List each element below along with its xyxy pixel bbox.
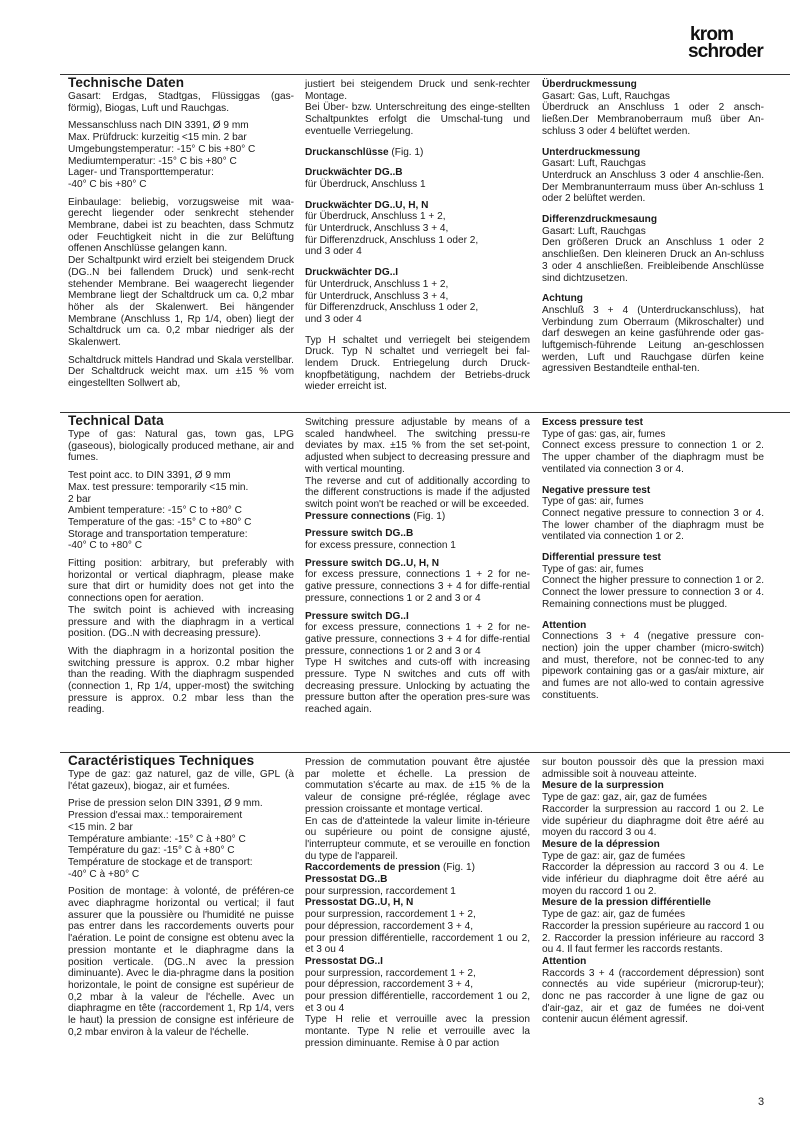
de-attention-text: Anschluß 3 + 4 (Unterdruckanschluss), hat Verbindung zum Oberraum (Mikroschalter) und darf deswegen an keine gasführende oder gas-luftgemisch-führende Leitung an-geschlossen werden, Luft und Rauchgase dürfen keine agressiven Bestandteile enthal-ten.: [542, 304, 764, 375]
brand-logo: [688, 26, 784, 60]
en-reverse-cutoff: The reverse and cut of additionally according to the different constructions is made if the adjusted switch point won't be reached or will be exceeded.: [305, 475, 530, 510]
de-dguhn-line-3: für Differenzdruck, Anschluss 1 oder 2,: [305, 234, 479, 246]
de-dguhn-line-2: für Unterdruck, Anschluss 3 + 4,: [305, 223, 449, 235]
de-pressure-connections-heading: Druckanschlüsse: [305, 146, 389, 158]
section-french: [60, 752, 790, 1083]
en-fitting-position: Fitting position: arbitrary, but preferably with horizontal or vertical diaphragm, please make sure that dirt or humidity does not get into the connections open for aeration.: [68, 558, 294, 605]
en-gas-type: Type of gas: Natural gas, town gas, LPG (gaseous), biologically produced methane, air and fumes.: [68, 429, 294, 464]
en-differential-heading: Differential pressure test: [542, 552, 661, 564]
fr-fitting-position: Position de montage: à volonté, de préféren-ce avec diaphragme horizontal ou vertical; il faut assurer que la poussière ou l'humidité ne puisse pas entrer dans les raccordements ouverts pour l'aération. Le point de consigne est obtenu avec la pression montante et le diaphragme dans la position verticale. (DG..N avec la pression diminuante). Avec le dia-phragme dans la position horizontale, le point de consigne est supérieur de 0,2 mbar à la valeur de l'échelle. Avec un diaphragme en tête (raccordement 1, Rp 1/4, vers le haut) la pression de consigne est inférieure de 0,2 mbar environ à la valeur de l'échelle.: [68, 886, 294, 1038]
de-fig-ref: (Fig. 1): [391, 146, 424, 158]
de-handwheel: Schaltdruck mittels Handrad und Skala verstellbar. Der Schaltdruck weicht max. um ±15 % vom eingestellten Sollwert ab,: [68, 354, 294, 390]
page-number: 3: [758, 1096, 765, 1108]
de-dgi-line-2: für Unterdruck, Anschluss 3 + 4,: [305, 290, 449, 302]
fr-max-test-pressure-value: <15 min. 2 bar: [68, 821, 133, 833]
de-test-point: Messanschluss nach DIN 3391, Ø 9 mm: [68, 120, 249, 132]
logo-line-2: schroder: [688, 41, 763, 62]
fr-column-3: [542, 757, 764, 1026]
de-column-2: [305, 79, 530, 393]
fr-differential-text: Raccorder la pression supérieure au raccord 1 ou 2. Raccorder la pression inférieure au raccord 3 ou 4. Il faut fermer les raccords restants.: [542, 920, 764, 956]
en-dgb-heading: Pressure switch DG..B: [305, 528, 414, 540]
fr-column-1: [68, 753, 294, 1038]
en-gas-temp: Temperature of the gas: -15° C to +80° C: [68, 516, 252, 528]
de-excess-gas: Gasart: Gas, Luft, Rauchgas: [542, 90, 670, 102]
en-excess-gas: Type of gas: gas, air, fumes: [542, 428, 666, 440]
de-dguhn-heading: Druckwächter DG..U, H, N: [305, 199, 429, 211]
en-fig-ref: (Fig. 1): [413, 510, 446, 522]
de-type-h-n: Typ H schaltet und verriegelt bei steigendem Druck. Typ N schaltet und verriegelt bei fal-lendem Druck. Entriegelung durch Druck-knopfbetätigung, nachdem der Betriebs-druck wieder erreicht ist.: [305, 334, 530, 393]
en-storage-temp-label: Storage and transportation temperature:: [68, 528, 248, 540]
en-title: Technical Data: [68, 413, 164, 428]
fr-dgb-text: pour surpression, raccordement 1: [305, 885, 456, 897]
de-mounting: justiert bei steigendem Druck und senk-rechter Montage.: [305, 79, 530, 102]
de-fitting-position: Einbaulage: beliebig, vorzugsweise mit waa-gerecht liegender oder senkrecht stehender Membrane, dabei ist zu beachten, dass Schmutz oder Feuchtigkeit nicht in die zur Belüftung offenen Anschlüsse gelangen kann.: [68, 196, 294, 255]
en-test-point: Test point acc. to DIN 3391, Ø 9 mm: [68, 470, 231, 482]
fr-max-test-pressure: Pression d'essai max.: temporairement: [68, 810, 243, 822]
de-negative-gas: Gasart: Luft, Rauchgas: [542, 158, 646, 170]
de-differential-text: Den größeren Druck an Anschluss 1 oder 2 anschließen. Den kleineren Druck an An-schluss 3 oder 4 anschließen. Freibleibende Anschlüsse sind dichtzusetzen.: [542, 237, 764, 284]
fr-pressure-connections-heading: Raccordements de pression: [305, 862, 441, 874]
en-dguhn-text: for excess pressure, connections 1 + 2 for ne-gative pressure, connections 3 + 4 for diffe-rential pressure, connections 1 or 2 and 3 or 4: [305, 569, 530, 604]
en-storage-temp-value: -40° C to +80° C: [68, 540, 142, 552]
de-dgi-line-3: für Differenzdruck, Anschluss 1 oder 2,: [305, 302, 479, 314]
en-handwheel: Switching pressure adjustable by means of a scaled handwheel. The switching pressu-re deviates by max. ±15 % from the set set-point, adjusted when subject to decreasing pressure and with vertical mounting.: [305, 417, 531, 475]
de-dgb-heading: Druckwächter DG..B: [305, 167, 403, 179]
fr-column-2: [305, 757, 530, 1050]
de-dguhn-line-4: und 3 oder 4: [305, 246, 362, 258]
de-excess-text: Überdruck an Anschluss 1 oder 2 ansch-ließen.Der Membranoberraum muß über An-schluss 3 oder 4 belüftet werden.: [542, 102, 764, 137]
fr-fig-ref: (Fig. 1): [443, 862, 475, 874]
de-attention-heading: Achtung: [542, 293, 583, 305]
fr-excess-heading: Mesure de la surpression: [542, 780, 664, 792]
en-pressure-connections-heading: Pressure connections: [305, 510, 411, 522]
fr-attention-heading: Attention: [542, 955, 587, 967]
de-ambient-temp: Umgebungstemperatur: -15° C bis +80° C: [68, 143, 256, 155]
fr-limit-value: En cas de d'atteintede la valeur limite in-térieure ou supérieure ou point de consigne ajusté, l'interrupteur commute, et se verouille en fonction du type de l'appareil.: [305, 815, 530, 862]
fr-dgi-line-2: pour dépression, raccordement 3 + 4,: [305, 979, 474, 991]
fr-dguhn-line-2: pour dépression, raccordement 3 + 4,: [305, 920, 474, 932]
de-column-3: [542, 79, 764, 375]
fr-gas-type: Type de gaz: gaz naturel, gaz de ville, GPL (à l'état gazeux), biogaz, air et fumées.: [68, 769, 294, 792]
en-horizontal-diaphragm: With the diaphragm in a horizontal position the switching pressure is approx. 0.2 mbar higher than the reading. With the diaphragm suspended (connection 1, Rp 1/4, upper-most) the switching pressure is approx. 0.2 mbar less than the reading.: [68, 645, 294, 716]
fr-differential-heading: Mesure de la pression différentielle: [542, 897, 711, 909]
de-dgi-line-1: für Unterdruck, Anschluss 1 + 2,: [305, 278, 449, 290]
fr-test-point: Prise de pression selon DIN 3391, Ø 9 mm.: [68, 798, 263, 810]
de-excess-heading: Überdruckmessung: [542, 79, 637, 90]
de-storage-temp-label: Lager- und Transporttemperatur:: [68, 167, 214, 179]
fr-dgb-heading: Pressostat DG..B: [305, 874, 388, 886]
de-dgb-text: für Überdruck, Anschluss 1: [305, 178, 426, 190]
fr-attention-text: Raccords 3 + 4 (raccordement dépression) sont connectés au vide supérieur (microrup-teur); donc ne pas raccorder à une ligne de gaz ou d'air-gaz, air et gaz de fumées ne doi-vent contenir aucun élément agressif.: [542, 967, 764, 1026]
fr-dguhn-line-1: pour surpression, raccordement 1 + 2,: [305, 909, 476, 921]
en-negative-text: Connect negative pressure to connection 3 or 4. The lower chamber of the diaphragm must be ventilated via connection 1 or 2.: [542, 507, 764, 543]
en-max-test-pressure: Max. test pressure: temporarily <15 min.: [68, 481, 249, 493]
de-switchover: Bei Über- bzw. Unterschreitung des einge-stellten Schaltpunktes erfolgt die Umschal-tung und eventuelle Verriegelung.: [305, 102, 530, 137]
fr-negative-text: Raccorder la dépression au raccord 3 ou 4. Le vide inférieur du diaphragme doit être aéré au moyen du raccord 1 ou 2.: [542, 862, 764, 897]
de-gas-type: Gasart: Erdgas, Stadtgas, Flüssiggas (gas-förmig), Biogas, Luft und Rauchgas.: [68, 91, 294, 114]
fr-title: Caractéristiques Techniques: [68, 753, 255, 768]
en-attention-heading: Attention: [542, 619, 587, 631]
en-dgb-text: for excess pressure, connection 1: [305, 540, 456, 552]
de-negative-heading: Unterdruckmessung: [542, 146, 641, 158]
de-max-test-pressure: Max. Prüfdruck: kurzeitig <15 min. 2 bar: [68, 132, 247, 144]
de-differential-heading: Differenzdruckmesaung: [542, 214, 657, 226]
en-column-2: [305, 417, 530, 716]
section-german: [60, 74, 790, 405]
fr-excess-text: Raccorder la surpression au raccord 1 ou 2. Le vide supérieur du diaphragme doit être aéré au moyen du raccord 3 ou 4.: [542, 803, 764, 839]
de-column-1: [68, 75, 294, 390]
en-negative-heading: Negative pressure test: [542, 484, 651, 496]
fr-storage-temp-label: Température de stockage et de transport:: [68, 856, 253, 868]
de-dgi-heading: Druckwächter DG..I: [305, 267, 399, 279]
fr-dgi-heading: Pressostat DG..I: [305, 955, 383, 967]
en-differential-gas: Type of gas: air, fumes: [542, 563, 644, 575]
de-dguhn-line-1: für Überdruck, Anschluss 1 + 2,: [305, 211, 446, 223]
en-column-1: [68, 413, 294, 716]
fr-negative-heading: Mesure de la dépression: [542, 838, 660, 850]
en-max-test-pressure-value: 2 bar: [68, 493, 92, 505]
en-dgi-text: for excess pressure, connections 1 + 2 for ne-gative pressure, connections 3 + 4 for diffe-rential pressure, connections 1 or 2 and 3 or 4: [305, 622, 530, 657]
de-medium-temp: Mediumtemperatur: -15° C bis +80° C: [68, 155, 237, 167]
logo-line-1: krom: [690, 24, 734, 45]
en-excess-heading: Excess pressure test: [542, 417, 644, 428]
section-english: [60, 412, 790, 743]
fr-gas-temp: Température du gaz: -15° C à +80° C: [68, 845, 235, 857]
en-dguhn-heading: Pressure switch DG..U, H, N: [305, 557, 440, 569]
fr-storage-temp-value: -40° C à +80° C: [68, 868, 140, 880]
fr-handwheel: Pression de commutation pouvant être ajustée par molette et échelle. La pression de commutation s'écarte au max. de ±15 % de la valeur de consigne pré-réglée, réglage avec pression croissante et montage vertical.: [305, 757, 530, 815]
fr-dguhn-line-3: pour pression différentielle, raccordement 1 ou 2, et 3 ou 4: [305, 932, 530, 956]
de-dgi-line-4: und 3 oder 4: [305, 313, 362, 325]
fr-type-h-n: Type H relie et verrouille avec la pression montante. Type N relie et verrouille avec la pression diminuante. Remise à 0 par action: [305, 1014, 530, 1049]
fr-dgi-line-3: pour pression différentielle, raccordement 1 ou 2, et 3 ou 4: [305, 991, 530, 1014]
fr-dgi-line-1: pour surpression, raccordement 1 + 2,: [305, 967, 476, 979]
en-dgi-heading: Pressure switch DG..I: [305, 610, 409, 622]
en-type-h-n: Type H switches and cuts-off with increasing pressure. Type N switches and cuts off with decreasing pressure. Unlocking by actuating the pressure button after the operation pres-sure was reached again.: [305, 657, 530, 716]
fr-reset-text: sur bouton poussoir dès que la pression maxi admissible soit à nouveau atteinte.: [542, 757, 764, 780]
de-negative-text: Unterdruck an Anschluss 3 oder 4 anschlie-ßen. Der Membranunterraum muss über An-schluss 1 oder 2 belüftet werden.: [542, 169, 764, 205]
en-switch-point: The switch point is achieved with increasing pressure and with the diaphragm in a vertical position. (DG..N with decreasing pressure).: [68, 604, 294, 640]
de-switch-point: Der Schaltpunkt wird erzielt bei steigendem Druck (DG..N bei fallendem Druck) und senk-recht stehender Membrane. Bei waagerecht liegender Membrane liegt der Schaltdruck um ca. 0,2 mbar höher als der Skalenwert. Bei hängender Membrane (Anschluss 1, Rp 1/4, oben) liegt der Schaltdruck um ca. 0,2 mbar niedriger als der Skalenwert.: [68, 255, 294, 349]
en-negative-gas: Type of gas: air, fumes: [542, 496, 644, 508]
en-attention-text: Connections 3 + 4 (negative pressure con-nection) join the upper chamber (micro-switch) and must, therefore, not be connec-ted to any pipework containing gas or a gas/air mixture, air and fumes are not allo-wed to contain agressive constituents.: [542, 631, 764, 701]
fr-excess-gas: Type de gaz: gaz, air, gaz de fumées: [542, 792, 707, 804]
fr-ambient-temp: Température ambiante: -15° C à +80° C: [68, 833, 246, 845]
de-title: Technische Daten: [68, 75, 185, 90]
en-differential-text: Connect the higher pressure to connection 1 or 2. Connect the lower pressure to connection 3 or 4. Remaining connections must be plugged.: [542, 575, 764, 610]
de-storage-temp-value: -40° C bis +80° C: [68, 178, 147, 190]
fr-differential-gas: Type de gaz: air, gaz de fumées: [542, 909, 686, 921]
de-differential-gas: Gasart: Luft, Rauchgas: [542, 225, 646, 237]
en-ambient-temp: Ambient temperature: -15° C to +80° C: [68, 505, 242, 517]
fr-dguhn-heading: Pressostat DG..U, H, N: [305, 897, 414, 909]
en-excess-text: Connect excess pressure to connection 1 or 2. The upper chamber of the diaphragm must be ventilated via connection 3 or 4.: [542, 440, 764, 475]
fr-negative-gas: Type de gaz: air, gaz de fumées: [542, 850, 686, 862]
en-column-3: [542, 417, 764, 701]
